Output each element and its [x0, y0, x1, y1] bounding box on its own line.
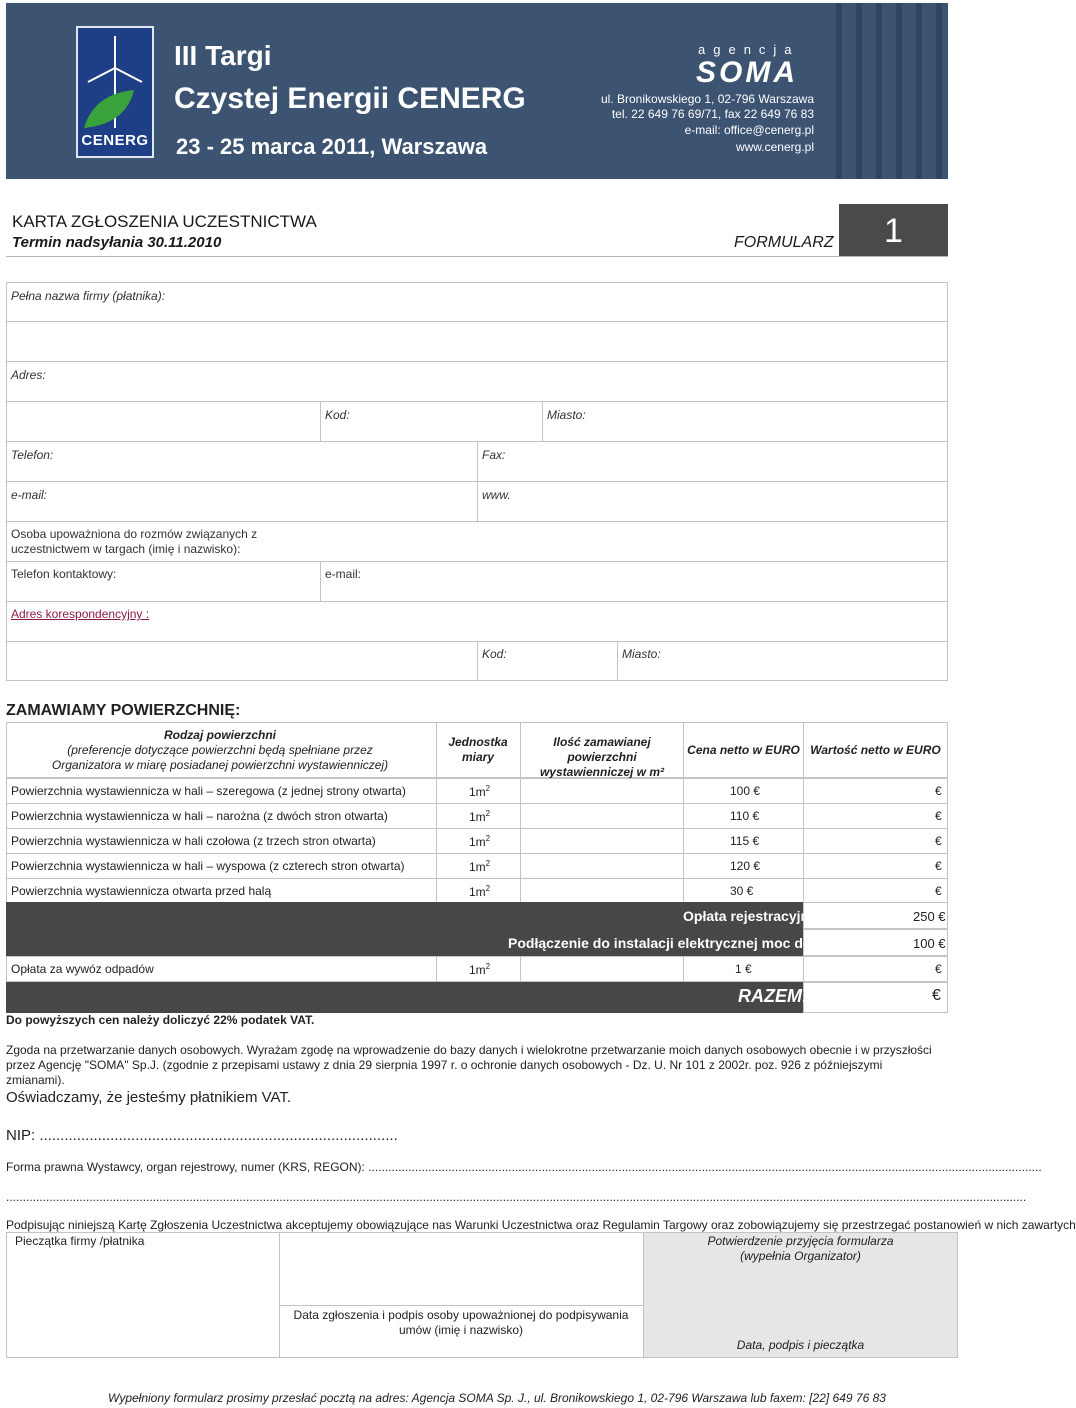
row-value-cell[interactable] — [803, 853, 948, 879]
confirm-date-label: Data, podpis i pieczątka — [736, 1338, 865, 1352]
row-unit-sup: 2 — [485, 809, 491, 818]
row-price: 120 € — [730, 859, 761, 873]
col-qty: Ilość zamawianej powierzchni wystawienniczej w m² — [539, 735, 665, 779]
col-type-note: (preferencje dotyczące powierzchni będą spełniane przez Organizatora w miarę posiadanej powierzchni wystawienniczej) — [51, 743, 389, 772]
address-field-cont[interactable] — [6, 401, 321, 442]
row-qty-input[interactable] — [520, 803, 684, 829]
row-unit-sup: 2 — [485, 834, 491, 843]
banner-stripe — [896, 3, 902, 179]
confirm-title: Potwierdzenie przyjęcia formularza — [707, 1234, 894, 1248]
corr-code-label: Kod: — [482, 647, 507, 661]
row-value: € — [935, 859, 942, 873]
corr-address-label: Adres korespondencyjny : — [11, 607, 150, 621]
waste-price: 1 € — [735, 962, 752, 976]
signature-area[interactable] — [279, 1232, 644, 1306]
section-title: ZAMAWIAMY POWIERZCHNIĘ: — [6, 702, 241, 719]
form-label: FORMULARZ — [734, 234, 834, 251]
form-number: 1 — [839, 204, 948, 257]
row-price: 30 € — [730, 884, 754, 898]
row-price: 100 € — [730, 784, 761, 798]
row-value: € — [935, 834, 942, 848]
row-unit-text: 1m — [469, 885, 486, 899]
address-field[interactable] — [6, 361, 948, 402]
consent-text: Zgoda na przetwarzanie danych osobowych. Wyrażam zgodę na wprowadzenie do bazy danych i wielokrotne przetwarzanie moich danych osobowych obecnie i w przyszłości przez Agencję "SOMA" Sp.J. (zgodnie z przepisami ustawy z dnia 29 sierpnia 1997 r. o ochronie danych osobowych - Dz. U. Nr 101 z 2002r. poz. 926 z późniejszymi zmianami). — [6, 1043, 932, 1087]
col-unit: Jednostka miary — [448, 735, 508, 764]
agency-phone: tel. 22 649 76 69/71, fax 22 649 76 83 — [611, 107, 814, 121]
legal-form-field-cont[interactable]: .................................................................................................................................................................................................................................................................................................................. — [6, 1190, 1027, 1204]
header-divider — [6, 256, 948, 257]
corr-address-field-cont[interactable] — [6, 641, 478, 681]
phone-label: Telefon: — [11, 448, 54, 462]
row-value-cell[interactable] — [803, 778, 948, 804]
code-field[interactable] — [320, 401, 543, 442]
waste-unit — [469, 962, 490, 977]
contact-phone-label: Telefon kontaktowy: — [11, 567, 117, 581]
row-unit-text: 1m — [469, 785, 486, 799]
banner-title-line2: Czystej Energii CENERG — [174, 82, 526, 115]
total-value-cell[interactable] — [803, 982, 948, 1013]
waste-label: Opłata za wywóz odpadów — [11, 962, 154, 976]
row-unit-text: 1m — [469, 835, 486, 849]
banner-stripe — [876, 3, 882, 179]
row-unit-text: 1m — [469, 860, 486, 874]
row-value-cell[interactable] — [803, 803, 948, 829]
form-title: KARTA ZGŁOSZENIA UCZESTNICTWA — [12, 212, 317, 231]
company-name-label: Pełna nazwa firmy (płatnika): — [11, 289, 166, 303]
agency-address: ul. Bronikowskiego 1, 02-796 Warszawa — [601, 92, 814, 106]
code-label: Kod: — [325, 408, 350, 422]
logo-label: CENERG — [81, 132, 149, 149]
row-unit-text: 1m — [469, 810, 486, 824]
fax-label: Fax: — [482, 448, 506, 462]
row-qty-input[interactable] — [520, 853, 684, 879]
col-price: Cena netto w EURO — [687, 743, 800, 757]
row-qty-input[interactable] — [520, 878, 684, 904]
row-qty-input[interactable] — [520, 828, 684, 854]
stamp-label: Pieczątka firmy /płatnika — [15, 1234, 145, 1248]
date-sign-label: Data zgłoszenia i podpis osoby upoważnionej do podpisywania umów (imię i nazwisko) — [293, 1308, 629, 1337]
contact-email-label: e-mail: — [325, 567, 362, 581]
legal-form-field[interactable]: Forma prawna Wystawcy, organ rejestrowy, numer (KRS, REGON): .......................................................................................................................................................................................................... — [6, 1160, 1042, 1174]
banner-title-line3: 23 - 25 marca 2011, Warszawa — [176, 134, 488, 159]
row-unit — [469, 884, 490, 899]
agency-web: www.cenerg.pl — [735, 140, 814, 154]
row-name: Powierzchnia wystawiennicza w hali czołowa (z trzech stron otwarta) — [11, 834, 376, 848]
col-type-title: Rodzaj powierzchni — [163, 728, 276, 742]
row-unit — [469, 834, 490, 849]
stamp-box[interactable] — [6, 1232, 280, 1358]
contact-email-field[interactable] — [320, 561, 948, 602]
banner-stripe — [916, 3, 922, 179]
row-unit — [469, 784, 490, 799]
total-label: RAZEM: — [738, 986, 808, 1006]
contact-person-label: Osoba upoważniona do rozmów związanych z uczestnictwem w targach (imię i nazwisko): — [11, 527, 258, 556]
waste-value-cell[interactable] — [803, 956, 948, 982]
waste-unit-sup: 2 — [485, 962, 491, 971]
confirm-sub: (wypełnia Organizator) — [740, 1249, 861, 1263]
deadline: Termin nadsyłania 30.11.2010 — [12, 234, 222, 251]
total-value: € — [932, 987, 941, 1004]
soma-logo: SOMA — [696, 56, 798, 89]
vat-note: Do powyższych cen należy doliczyć 22% podatek VAT. — [6, 1013, 315, 1027]
agency-email: e-mail: office@cenerg.pl — [684, 123, 814, 137]
row-unit-sup: 2 — [485, 884, 491, 893]
reg-fee-label: Opłata rejestracyjna — [683, 908, 817, 924]
row-unit-sup: 2 — [485, 859, 491, 868]
vat-statement: Oświadczamy, że jesteśmy płatnikiem VAT. — [6, 1089, 292, 1106]
row-value: € — [935, 884, 942, 898]
acceptance-text: Podpisując niniejszą Kartę Zgłoszenia Uczestnictwa akceptujemy obowiązujące nas Warunki Uczestnictwa oraz Regulamin Targowy oraz zobowiązujemy się przestrzegać postanowień w nich zawartych — [6, 1218, 1076, 1232]
footer-note: Wypełniony formularz prosimy przesłać pocztą na adres: Agencja SOMA Sp. J., ul. Bronikowskiego 1, 02-796 Warszawa lub faxem: [22] 649 76 83 — [108, 1391, 886, 1405]
banner-stripe — [936, 3, 942, 179]
waste-qty-input[interactable] — [520, 956, 684, 982]
row-name: Powierzchnia wystawiennicza w hali – narożna (z dwóch stron otwarta) — [11, 809, 388, 823]
power-label: Podłączenie do instalacji elektrycznej moc do 4kW — [508, 935, 845, 951]
wind-turbine-icon — [78, 28, 152, 132]
row-value: € — [935, 809, 942, 823]
row-value-cell[interactable] — [803, 878, 948, 904]
www-label: www. — [482, 488, 511, 502]
power-value: 100 € — [913, 936, 946, 951]
banner-stripe — [856, 3, 862, 179]
row-unit — [469, 859, 490, 874]
banner-stripe — [836, 3, 842, 179]
city-label: Miasto: — [547, 408, 586, 422]
waste-value: € — [935, 962, 942, 976]
email-label: e-mail: — [11, 488, 48, 502]
row-price: 110 € — [730, 809, 760, 823]
address-label: Adres: — [11, 368, 46, 382]
reg-fee-value: 250 € — [913, 909, 946, 924]
phone-field[interactable] — [6, 441, 478, 482]
row-value: € — [935, 784, 942, 798]
row-qty-input[interactable] — [520, 778, 684, 804]
row-price: 115 € — [730, 834, 760, 848]
agency-small-label: agencja — [698, 42, 800, 57]
fax-field[interactable] — [477, 441, 948, 482]
waste-unit-text: 1m — [469, 963, 486, 977]
row-unit — [469, 809, 490, 824]
banner-title-line1: III Targi — [174, 40, 272, 71]
row-unit-sup: 2 — [485, 784, 491, 793]
company-name-field-cont[interactable] — [6, 321, 948, 362]
row-name: Powierzchnia wystawiennicza otwarta przed halą — [11, 884, 272, 898]
row-name: Powierzchnia wystawiennicza w hali – wyspowa (z czterech stron otwarta) — [11, 859, 405, 873]
corr-city-label: Miasto: — [622, 647, 661, 661]
nip-field[interactable]: NIP: ...................................................................................... — [6, 1127, 398, 1144]
row-value-cell[interactable] — [803, 828, 948, 854]
www-field[interactable] — [477, 481, 948, 522]
corr-city-field[interactable] — [617, 641, 948, 681]
col-value: Wartość netto w EURO — [810, 743, 941, 757]
email-field[interactable] — [6, 481, 478, 522]
city-field[interactable] — [542, 401, 948, 442]
row-name: Powierzchnia wystawiennicza w hali – szeregowa (z jednej strony otwarta) — [11, 784, 406, 798]
